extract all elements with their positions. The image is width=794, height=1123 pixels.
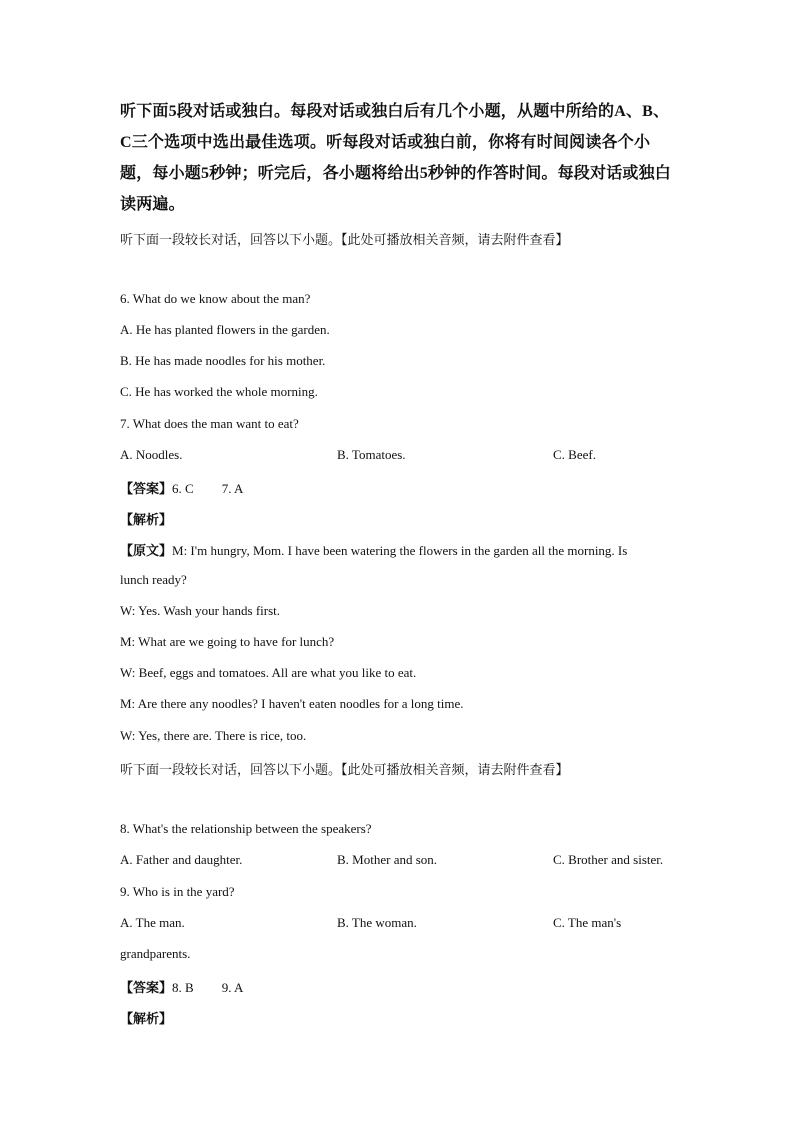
answer-7: 7. A	[221, 481, 244, 496]
answer-row-2	[120, 977, 243, 996]
q6-option-b: B. He has made noodles for his mother.	[120, 353, 326, 368]
question-9: 9. Who is in the yard?	[120, 884, 235, 899]
dialogue-line: M: What are we going to have for lunch?	[120, 634, 335, 649]
q9-options	[120, 915, 680, 931]
question-6: 6. What do we know about the man?	[120, 291, 311, 306]
transcript-tag: 【原文】	[120, 544, 173, 559]
answer-tag: 【答案】	[120, 981, 173, 996]
q8-option-a: A. Father and daughter.	[120, 852, 243, 867]
q6-option-c: C. He has worked the whole morning.	[120, 384, 318, 399]
q8-options	[120, 852, 680, 868]
transcript-line-1	[120, 540, 627, 559]
transcript-text: M: I'm hungry, Mom. I have been watering the flowers in the garden all the morning. Is	[172, 543, 628, 558]
question-8: 8. What's the relationship between the speakers?	[120, 821, 372, 836]
answer-row-1	[120, 478, 243, 497]
answer-tag: 【答案】	[120, 482, 173, 497]
q7-options	[120, 447, 680, 463]
dialogue-line: W: Yes. Wash your hands first.	[120, 603, 281, 618]
analysis-tag-2: 【解析】	[120, 1012, 173, 1027]
q9-option-a: A. The man.	[120, 915, 185, 930]
dialogue-line: W: Yes, there are. There is rice, too.	[120, 728, 307, 743]
q7-option-c: C. Beef.	[553, 447, 596, 462]
answer-6: 6. C	[172, 481, 194, 496]
transcript-wrap: lunch ready?	[120, 572, 187, 587]
dialogue-line: W: Beef, eggs and tomatoes. All are what you like to eat.	[120, 665, 417, 680]
q9-option-c: C. The man's	[553, 915, 622, 930]
q8-option-c: C. Brother and sister.	[553, 852, 664, 867]
instruction-1: 听下面一段较长对话，回答以下小题。【此处可播放相关音频，请去附件查看】	[120, 233, 569, 248]
q9-option-b: B. The woman.	[337, 915, 417, 930]
q9-option-c-wrap: grandparents.	[120, 946, 191, 961]
q8-option-b: B. Mother and son.	[337, 852, 438, 867]
instruction-2: 听下面一段较长对话，回答以下小题。【此处可播放相关音频，请去附件查看】	[120, 763, 569, 778]
analysis-tag-1: 【解析】	[120, 513, 173, 528]
q7-option-a: A. Noodles.	[120, 447, 183, 462]
question-7: 7. What does the man want to eat?	[120, 416, 299, 431]
answer-9: 9. A	[221, 980, 244, 995]
q6-option-a: A. He has planted flowers in the garden.	[120, 322, 330, 337]
section-intro: 听下面5段对话或独白。每段对话或独白后有几个小题，从题中所给的A、B、C三个选项中选出最佳选项。听每段对话或独白前，你将有时间阅读各个小题，每小题5秒钟；听完后，各小题将给出5秒钟的作答时间。每段对话或独白读两遍。	[120, 103, 672, 213]
q7-option-b: B. Tomatoes.	[337, 447, 406, 462]
dialogue-line: M: Are there any noodles? I haven't eaten noodles for a long time.	[120, 696, 464, 711]
answer-8: 8. B	[172, 980, 194, 995]
